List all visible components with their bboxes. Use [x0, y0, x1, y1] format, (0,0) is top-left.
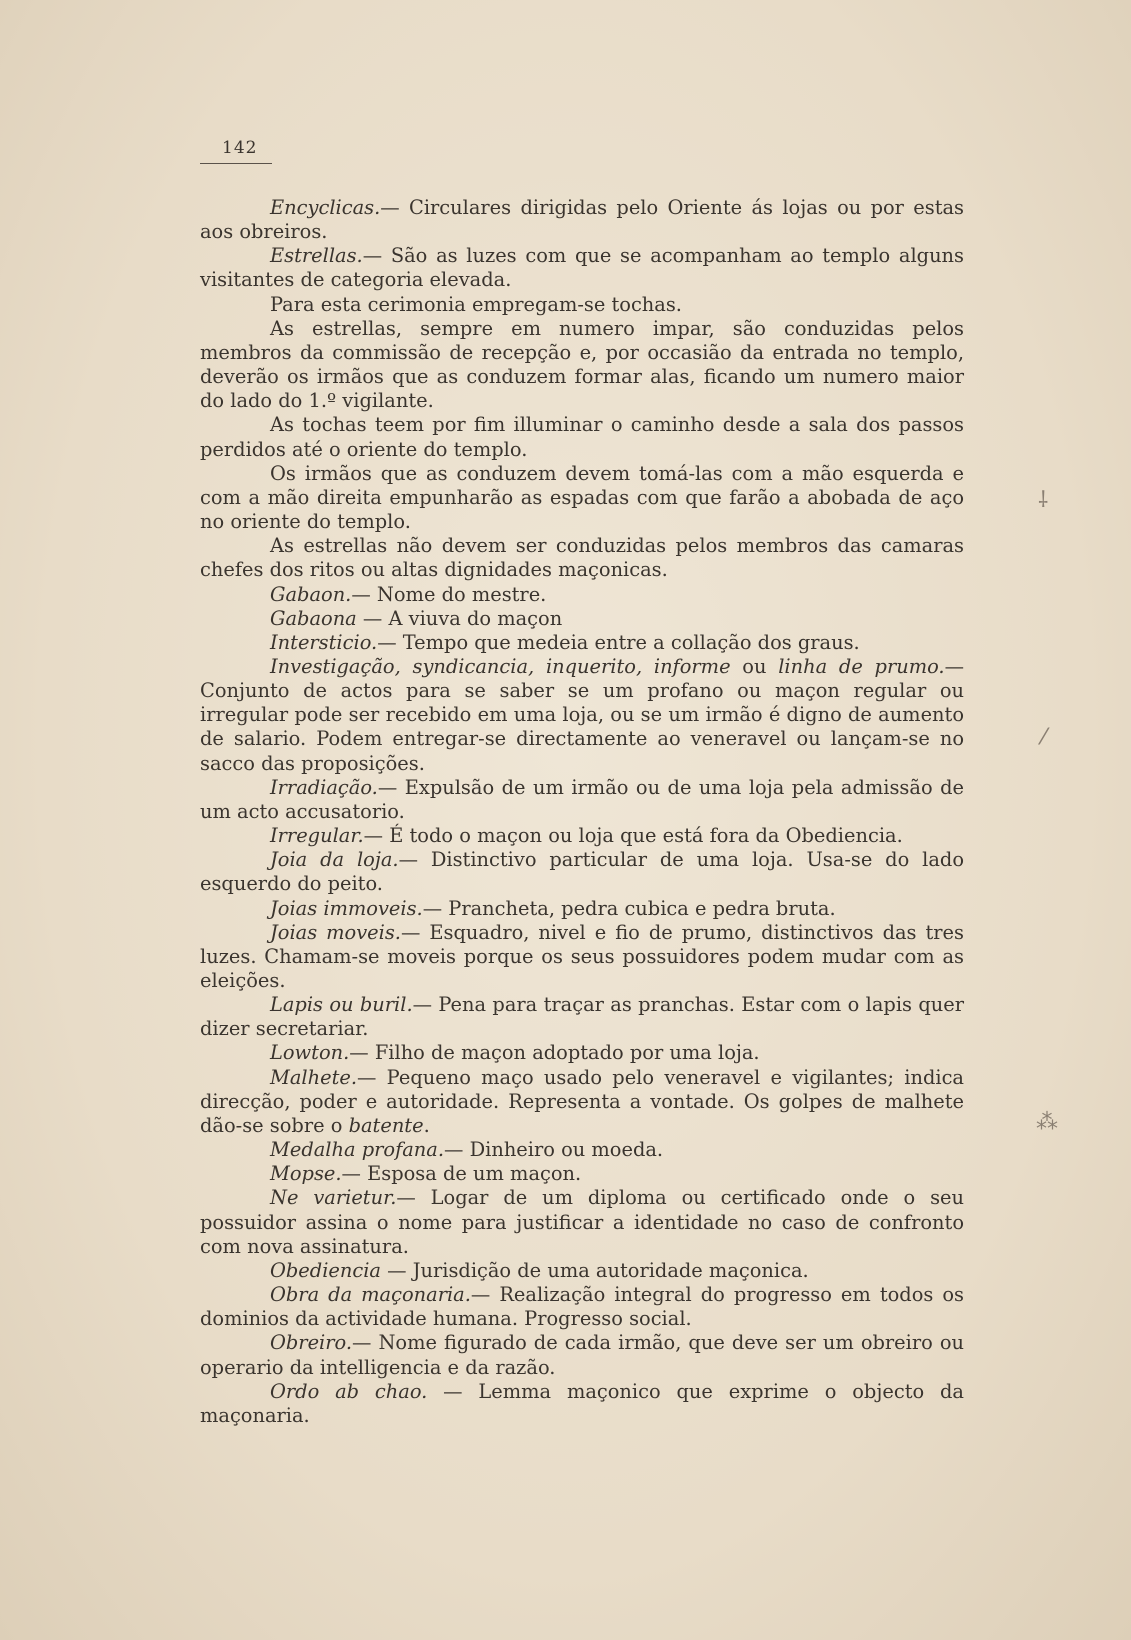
entry-term-alt: batente — [348, 1113, 424, 1137]
entry-term: Irradiação. — [270, 775, 378, 799]
entry-definition: — Distinctivo particular de uma loja. Usa-se do lado esquerdo do peito. — [200, 848, 964, 896]
entry-irregular — [200, 824, 964, 848]
page-number-rule — [200, 163, 272, 164]
entry-paragraph — [200, 413, 964, 461]
entry-term: Ne varietur. — [270, 1186, 397, 1210]
entry-term: Gabaon. — [270, 582, 352, 606]
entry-investigacao — [200, 655, 964, 776]
entry-definition: As estrellas não devem ser conduzidas pelos membros das camaras chefes dos ritos ou altas dignidades maçonicas. — [200, 534, 964, 582]
entry-irradiacao — [200, 776, 964, 824]
entry-joia-da-loja — [200, 848, 964, 896]
entry-ne-varietur — [200, 1186, 964, 1258]
entry-definition: — Realização integral do progresso em todos os dominios da actividade humana. Progresso social. — [200, 1283, 964, 1331]
entry-definition: Os irmãos que as conduzem devem tomá-las com a mão esquerda e com a mão direita empunharão as espadas com que farão a abobada de aço no oriente do templo. — [200, 461, 964, 534]
entry-gabaon — [200, 583, 964, 607]
entry-definition: — É todo o maçon ou loja que está fora da Obediencia. — [363, 824, 903, 848]
entry-term: Obreiro. — [270, 1331, 353, 1355]
page-number: 142 — [222, 138, 258, 158]
entry-definition: — Circulares dirigidas pelo Oriente ás lojas ou por estas aos obreiros. — [200, 196, 964, 244]
entry-tail: . — [423, 1113, 430, 1137]
entry-obediencia — [200, 1259, 964, 1283]
entry-term: Investigação, syndicancia, inquerito, informe — [270, 654, 731, 678]
entry-term: Mopse. — [270, 1162, 342, 1186]
entry-term: Lapis ou buril. — [270, 993, 413, 1017]
entry-malhete — [200, 1066, 964, 1138]
margin-ink-mark-icon: ⁂ — [1036, 1110, 1058, 1135]
entry-lapis — [200, 993, 964, 1041]
entry-term: Obra da maçonaria. — [270, 1283, 471, 1307]
entry-term: Estrellas. — [270, 244, 363, 268]
entry-definition: — Dinheiro ou moeda. — [444, 1138, 664, 1162]
entry-definition: — Nome figurado de cada irmão, que deve ser um obreiro ou operario da intelligencia e da razão. — [200, 1331, 964, 1379]
entry-term: Joias immoveis. — [270, 896, 423, 920]
entry-medalha-profana — [200, 1138, 964, 1162]
entry-mopse — [200, 1162, 964, 1186]
entry-definition: — A viuva do maçon — [356, 606, 563, 630]
entry-paragraph — [200, 534, 964, 582]
entry-term: Intersticio. — [270, 630, 378, 654]
entry-ordo-ab-chao — [200, 1380, 964, 1428]
entry-definition: — Jurisdição de uma autoridade maçonica. — [381, 1258, 809, 1282]
entry-definition: Para esta cerimonia empregam-se tochas. — [270, 292, 682, 316]
entry-term: Lowton. — [270, 1041, 350, 1065]
entry-term: Ordo ab chao. — [270, 1379, 428, 1403]
entry-term: Malhete. — [270, 1065, 358, 1089]
entry-term: Joia da loja. — [270, 848, 399, 872]
entry-joias-moveis — [200, 921, 964, 993]
entry-joias-immoveis — [200, 897, 964, 921]
entry-definition: — Prancheta, pedra cubica e pedra bruta. — [422, 896, 836, 920]
entry-intersticio — [200, 631, 964, 655]
entry-encyclicas — [200, 196, 964, 244]
entry-term-alt: linha de prumo. — [778, 654, 945, 678]
entry-lowton — [200, 1041, 964, 1065]
entry-definition: As tochas teem por fim illuminar o caminho desde a sala dos passos perdidos até o oriente do templo. — [200, 413, 964, 461]
entry-definition: — Nome do mestre. — [351, 582, 547, 606]
entry-term: Joias moveis. — [270, 920, 401, 944]
entry-definition: — Pequeno maço usado pelo veneravel e vigilantes; indica direcção, poder e autoridade. Representa a vontade. Os golpes de malhete dão-se sobre o — [200, 1065, 964, 1137]
entry-definition: — Esquadro, nivel e fio de prumo, distinctivos das tres luzes. Chamam-se moveis porque os seus possuidores podem mudar com as eleições. — [200, 920, 964, 992]
entry-definition: — Pena para traçar as pranchas. Estar com o lapis quer dizer secretariar. — [200, 993, 964, 1041]
entry-paragraph — [200, 462, 964, 534]
entry-definition: — Esposa de um maçon. — [341, 1162, 582, 1186]
entry-definition: — Filho de maçon adoptado por uma loja. — [349, 1041, 760, 1065]
margin-ink-mark-icon: ⸸ — [1038, 488, 1049, 513]
entry-definition: — São as luzes com que se acompanham ao templo alguns visitantes de categoria elevada. — [200, 244, 964, 292]
entry-term: Obediencia — [270, 1258, 381, 1282]
glossary-text — [200, 196, 964, 1428]
entry-connector: ou — [730, 654, 779, 678]
entry-definition: — Conjunto de actos para se saber se um profano ou maçon regular ou irregular pode ser recebido em uma loja, ou se um irmão é digno de aumento de salario. Podem entregar-se directamente ao veneravel ou lançam-se no sacco das proposições. — [200, 654, 964, 775]
entry-obreiro — [200, 1331, 964, 1379]
entry-definition: — Lemma maçonico que exprime o objecto da maçonaria. — [200, 1379, 964, 1427]
entry-term: Encyclicas. — [270, 196, 381, 219]
entry-definition: — Expulsão de um irmão ou de uma loja pela admissão de um acto accusatorio. — [200, 775, 964, 823]
entry-paragraph — [200, 317, 964, 414]
entry-estrellas — [200, 244, 964, 292]
entry-definition: — Tempo que medeia entre a collação dos graus. — [377, 630, 860, 654]
entry-definition: As estrellas, sempre em numero impar, são conduzidas pelos membros da commissão de recepção e, por occasião da entrada no templo, deverão os irmãos que as conduzem formar alas, ficando um numero maior do lado do 1.º vigilante. — [200, 316, 964, 413]
entry-definition: — Logar de um diploma ou certificado onde o seu possuidor assina o nome para justificar a identidade no caso de confronto com nova assinatura. — [200, 1186, 964, 1258]
entry-paragraph — [200, 293, 964, 317]
entry-gabaona — [200, 607, 964, 631]
entry-term: Medalha profana. — [270, 1138, 445, 1162]
entry-obra-da-maconaria — [200, 1283, 964, 1331]
margin-ink-mark-icon: ⁄ — [1042, 725, 1046, 750]
entry-term: Irregular. — [270, 824, 364, 848]
entry-term: Gabaona — [270, 606, 357, 630]
